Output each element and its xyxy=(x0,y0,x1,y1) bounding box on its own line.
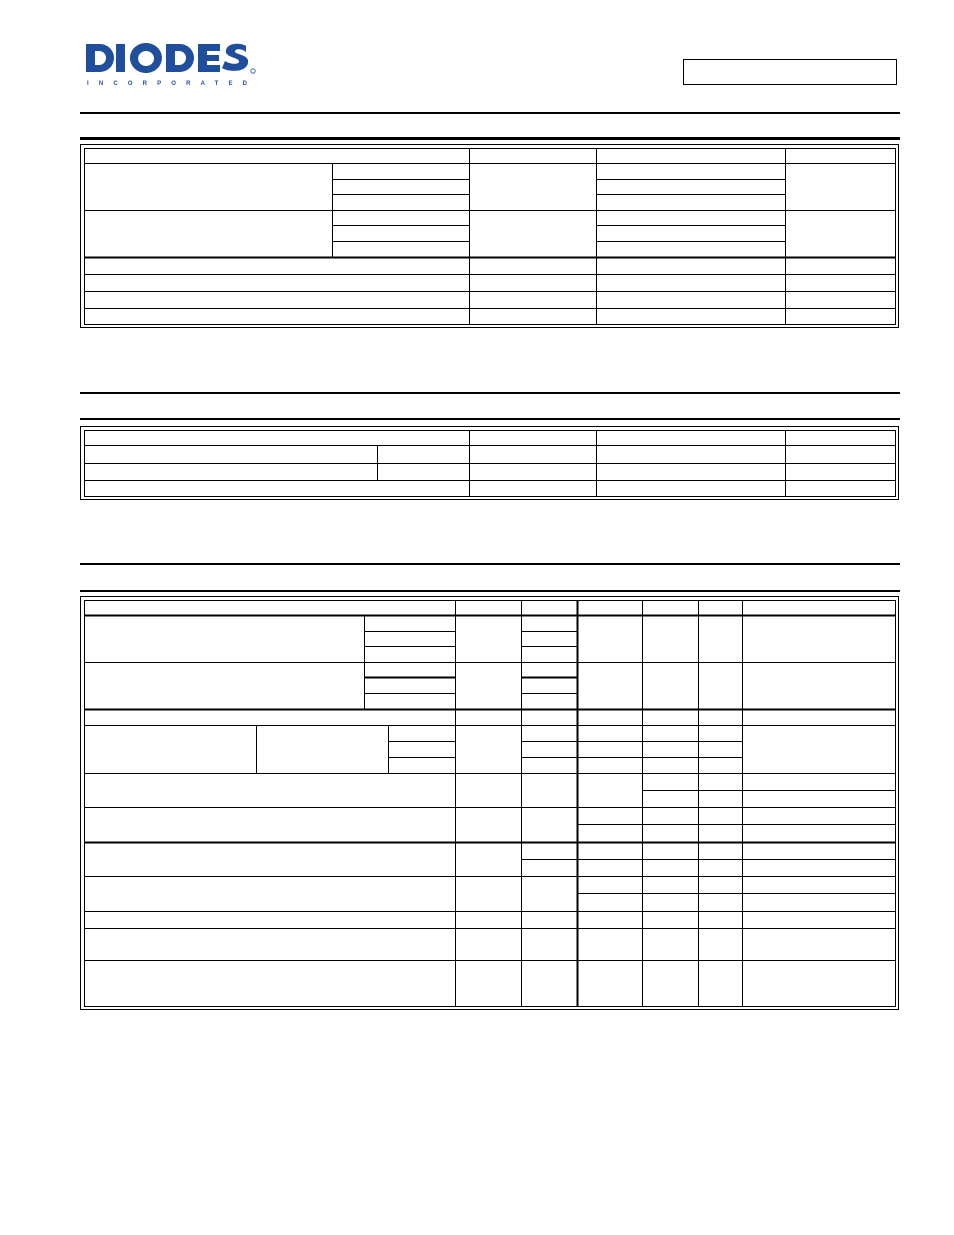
section-rule-low-bottom xyxy=(80,590,900,592)
section-rule-mid xyxy=(80,392,900,394)
ratings-table xyxy=(80,144,899,328)
section-rule-mid-bottom xyxy=(80,418,900,420)
section-rule-low xyxy=(80,563,900,565)
electrical-table-grid xyxy=(81,597,900,1011)
part-number-box xyxy=(683,59,897,85)
thermal-table-grid xyxy=(81,427,900,501)
ratings-table-grid xyxy=(81,145,900,329)
electrical-table xyxy=(80,596,899,1010)
company-logo xyxy=(86,41,258,89)
section-rule-top xyxy=(80,112,900,114)
section-rule-top-bottom xyxy=(80,137,900,140)
thermal-table xyxy=(80,426,899,500)
svg-text:INCORPORATED: INCORPORATED xyxy=(87,81,248,87)
